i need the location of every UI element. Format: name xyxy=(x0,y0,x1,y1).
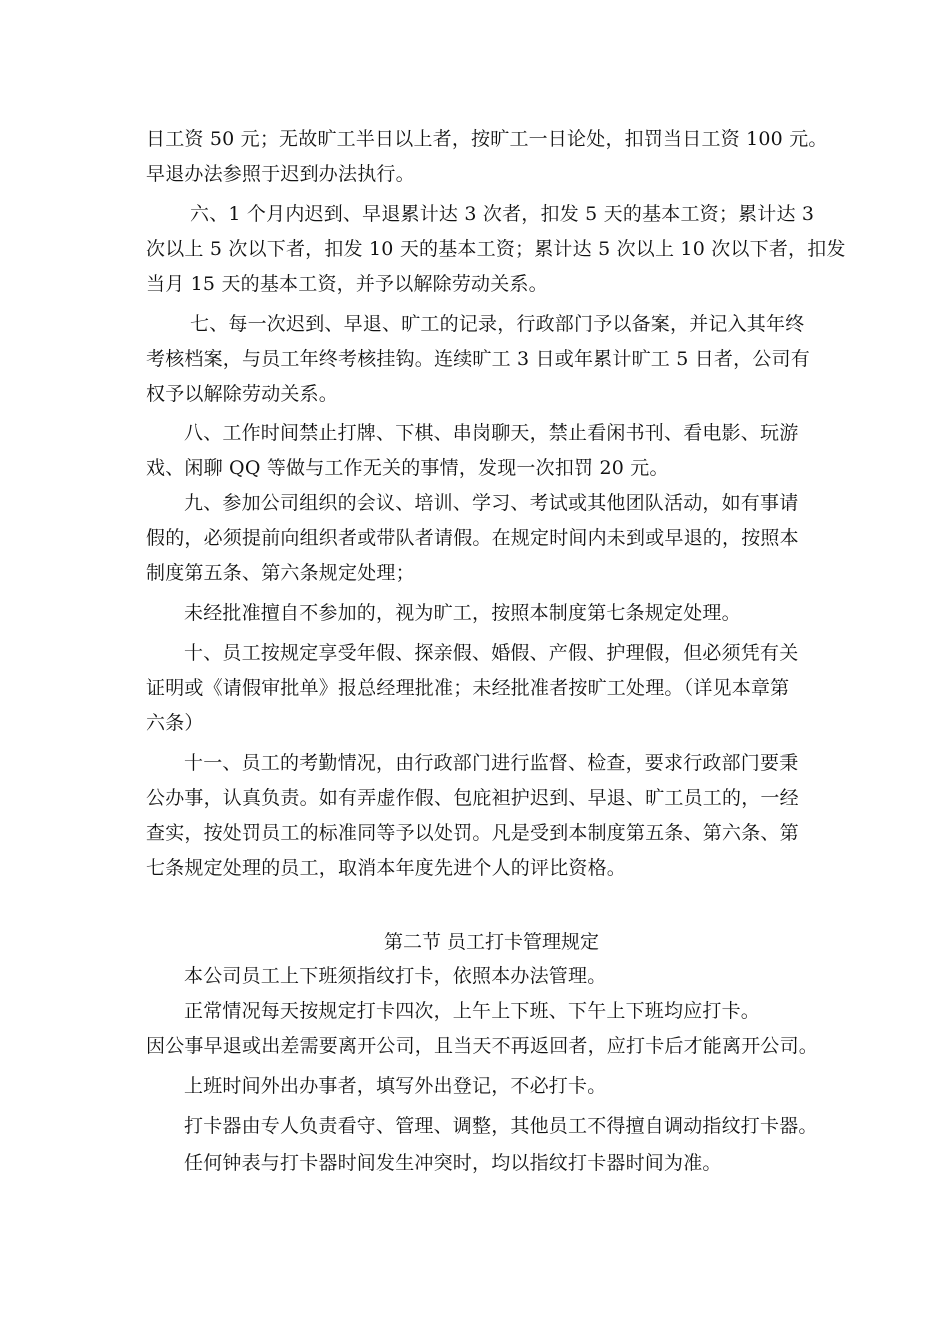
text-line: 七、每一次迟到、早退、旷工的记录，行政部门予以备案，并记入其年终 xyxy=(190,313,805,335)
text-line: 查实，按处罚员工的标准同等予以处罚。凡是受到本制度第五条、第六条、第 xyxy=(146,822,799,844)
text-line: 日工资 50 元；无故旷工半日以上者，按旷工一日论处，扣罚当日工资 100 元。 xyxy=(146,128,828,150)
text-line: 当月 15 天的基本工资，并予以解除劳动关系。 xyxy=(146,273,548,295)
text-line: 假的，必须提前向组织者或带队者请假。在规定时间内未到或早退的，按照本 xyxy=(146,527,799,549)
text-line: 正常情况每天按规定打卡四次，上午上下班、下午上下班均应打卡。 xyxy=(184,1000,761,1022)
text-line: 次以上 5 次以下者，扣发 10 天的基本工资；累计达 5 次以上 10 次以下者，扣发 xyxy=(146,238,846,260)
text-line: 早退办法参照于迟到办法执行。 xyxy=(146,163,415,185)
text-line: 未经批准擅自不参加的，视为旷工，按照本制度第七条规定处理。 xyxy=(184,602,741,624)
text-line: 因公事早退或出差需要离开公司，且当天不再返回者，应打卡后才能离开公司。 xyxy=(146,1035,819,1057)
text-line: 上班时间外出办事者，填写外出登记，不必打卡。 xyxy=(184,1075,607,1097)
text-line: 十、员工按规定享受年假、探亲假、婚假、产假、护理假，但必须凭有关 xyxy=(184,642,799,664)
text-line: 戏、闲聊 QQ 等做与工作无关的事情，发现一次扣罚 20 元。 xyxy=(146,457,669,479)
text-line: 考核档案，与员工年终考核挂钩。连续旷工 3 日或年累计旷工 5 日者，公司有 xyxy=(146,348,810,370)
text-line: 九、参加公司组织的会议、培训、学习、考试或其他团队活动，如有事请 xyxy=(184,492,799,514)
text-line: 六条） xyxy=(146,712,204,734)
text-line: 证明或《请假审批单》报总经理批准；未经批准者按旷工处理。（详见本章第 xyxy=(146,677,790,699)
text-line: 本公司员工上下班须指纹打卡，依照本办法管理。 xyxy=(184,965,607,987)
text-line: 六、1 个月内迟到、早退累计达 3 次者，扣发 5 天的基本工资；累计达 3 xyxy=(190,203,815,225)
section-title: 第二节 员工打卡管理规定 xyxy=(384,931,600,953)
text-line: 打卡器由专人负责看守、管理、调整，其他员工不得擅自调动指纹打卡器。 xyxy=(184,1115,818,1137)
text-line: 公办事，认真负责。如有弄虚作假、包庇袒护迟到、早退、旷工员工的，一经 xyxy=(146,787,799,809)
text-line: 制度第五条、第六条规定处理； xyxy=(146,562,415,584)
text-line: 十一、员工的考勤情况，由行政部门进行监督、检查，要求行政部门要秉 xyxy=(184,752,799,774)
text-line: 八、工作时间禁止打牌、下棋、串岗聊天，禁止看闲书刊、看电影、玩游 xyxy=(184,422,799,444)
text-line: 七条规定处理的员工，取消本年度先进个人的评比资格。 xyxy=(146,857,627,879)
text-line: 任何钟表与打卡器时间发生冲突时，均以指纹打卡器时间为准。 xyxy=(184,1152,722,1174)
text-line: 权予以解除劳动关系。 xyxy=(146,383,339,405)
